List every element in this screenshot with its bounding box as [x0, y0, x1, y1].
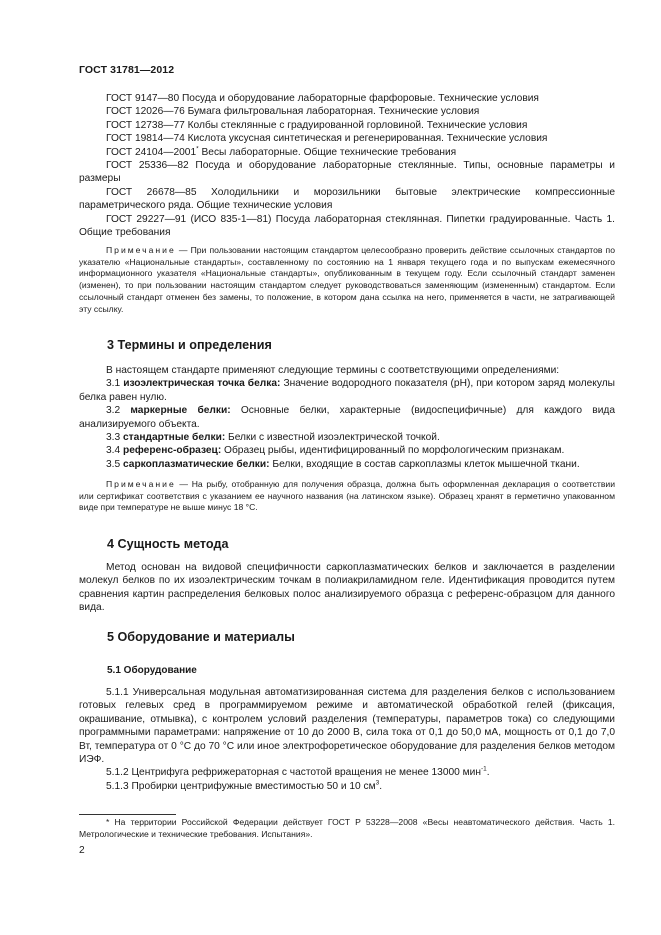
section-3-intro: В настоящем стандарте применяют следующие термины с соответствующими определениями: — [106, 365, 560, 376]
term-definition: 3.2 маркерные белки: Основные белки, характерные (видоспецифичные) для каждого вида анализируемого объекта. — [79, 405, 616, 430]
term-name: изоэлектрическая точка белка: — [123, 378, 281, 390]
section-3-body — [79, 364, 615, 471]
section-4-title: 4 Сущность метода — [107, 537, 229, 551]
footnote-text: * На территории Российской Федерации действует ГОСТ Р 53228—2008 «Весы неавтоматического действия. Часть 1. Метрологические и технические требования. Испытания». — [79, 817, 615, 839]
reference-item — [79, 146, 615, 159]
normative-references — [79, 92, 615, 239]
clause-5-1-1: 5.1.1 Универсальная модульная автоматизированная система для разделения белков с использованием готовых гелевых сред в программируемом режиме и автоматической обработкой гелей (фиксация, окрашивание, отмывка), с контролем условий разделения (температуры, параметров тока) со следующими программными параметрами: напряжение от 10 до 2000 В, сила тока от 0,1 до 50,0 мА, мощность от 0,1 до 7,0 Вт, температура от 0 °С до 70 °С или иное электрофоретическое оборудование для разделения белков методом ИЭФ. — [79, 687, 615, 766]
section-3-title: 3 Термины и определения — [107, 338, 272, 352]
subsection-5-1-title: 5.1 Оборудование — [107, 665, 197, 676]
reference-item: ГОСТ 12738—77 Колбы стеклянные с градуированной горловиной. Технические условия — [106, 119, 528, 131]
term-definition: 3.5 саркоплазматические белки: Белки, входящие в состав саркоплазмы клеток мышечной ткани. — [106, 458, 580, 470]
section-4-text: Метод основан на видовой специфичности саркоплазматических белков и заключается в разделении молекул белков по их изоэлектрическим точкам в полиакриламидном геле. Идентификация проводится путем сравнения картин распределения белковых полос анализируемого образца с референс-образцом для данного вида. — [79, 562, 615, 614]
reference-item: ГОСТ 19814—74 Кислота уксусная синтетическая и регенерированная. Технические условия — [106, 133, 548, 145]
footnote-marker: * — [196, 145, 199, 153]
section-5-body — [79, 686, 615, 793]
reference-item: ГОСТ 29227—91 (ИСО 835-1—81) Посуда лабораторная стеклянная. Пипетки градуированные. Часть 1. Общие требования — [79, 213, 615, 239]
note-text: — На рыбу, отобранную для получения образца, должна быть оформленная декларация о соответствии или сертификат соответствия с указанием ее научного названия (на латинском языке). Образец хранят в герметично упакованном виде при температуре не выше минус 18 °С. — [79, 479, 615, 513]
section-4-body — [79, 561, 615, 615]
clause-5-1-2: 5.1.2 Центрифуга рефрижераторная с частотой вращения не менее 13000 мин$^{-1}$. — [106, 766, 490, 779]
reference-item: ГОСТ 12026—76 Бумага фильтровальная лабораторная. Технические условия — [106, 106, 480, 118]
reference-code: ГОСТ 24104—2001 — [106, 146, 197, 158]
term-definition: 3.4 референс-образец: Образец рыбы, идентифицированный по морфологическим признакам. — [106, 445, 565, 457]
note-text: — При пользовании настоящим стандартом целесообразно проверить действие ссылочных стандартов по указателю «Национальные стандарты», составленному по состоянию на 1 января текущего года и по выпускам ежемесячного информационного указателя «Национальные стандарты», опубликованным в текущем году. Если ссылочный стандарт заменен (изменен), то при пользовании настоящим стандартом следует руководствоваться заменяющим (измененным) стандартом. Если ссылочный стандарт отменен без замены, то положение, в котором дана ссылка на него, применяется в части, не затрагивающей эту ссылку. — [79, 245, 615, 314]
reference-item: ГОСТ 26678—85 Холодильники и морозильники бытовые электрические компрессионные параметрического ряда. Общие технические условия — [79, 186, 615, 212]
term-definition: 3.1 изоэлектрическая точка белка: Значение водородного показателя (pH), при котором заряд молекулы белка равен нулю. — [79, 378, 615, 403]
section-5-title: 5 Оборудование и материалы — [107, 630, 295, 644]
note-label: Примечание — [106, 245, 176, 255]
reference-title: Весы лабораторные. Общие технические требования — [198, 146, 457, 158]
reference-item: ГОСТ 9147—80 Посуда и оборудование лабораторные фарфоровые. Технические условия — [106, 93, 539, 104]
footnote-separator — [79, 814, 176, 815]
footnote — [79, 817, 615, 841]
term-definition: 3.3 стандартные белки: Белки с известной изоэлектрической точкой. — [106, 432, 440, 444]
term-name: саркоплазматические белки: — [123, 458, 270, 470]
term-name: стандартные белки: — [123, 432, 226, 444]
note-label: Примечание — [106, 479, 176, 489]
clause-5-1-3: 5.1.3 Пробирки центрифужные вместимостью 50 и 10 $см^3$. — [106, 779, 383, 792]
term-name: референс-образец: — [123, 445, 222, 457]
reference-item: ГОСТ 25336—82 Посуда и оборудование лабораторные стеклянные. Типы, основные параметры и размеры — [79, 160, 615, 185]
term-name: маркерные белки: — [130, 405, 231, 417]
page-number: 2 — [79, 845, 85, 856]
section-3-note — [79, 479, 615, 514]
document-header: ГОСТ 31781—2012 — [79, 64, 175, 76]
references-note — [79, 245, 615, 315]
